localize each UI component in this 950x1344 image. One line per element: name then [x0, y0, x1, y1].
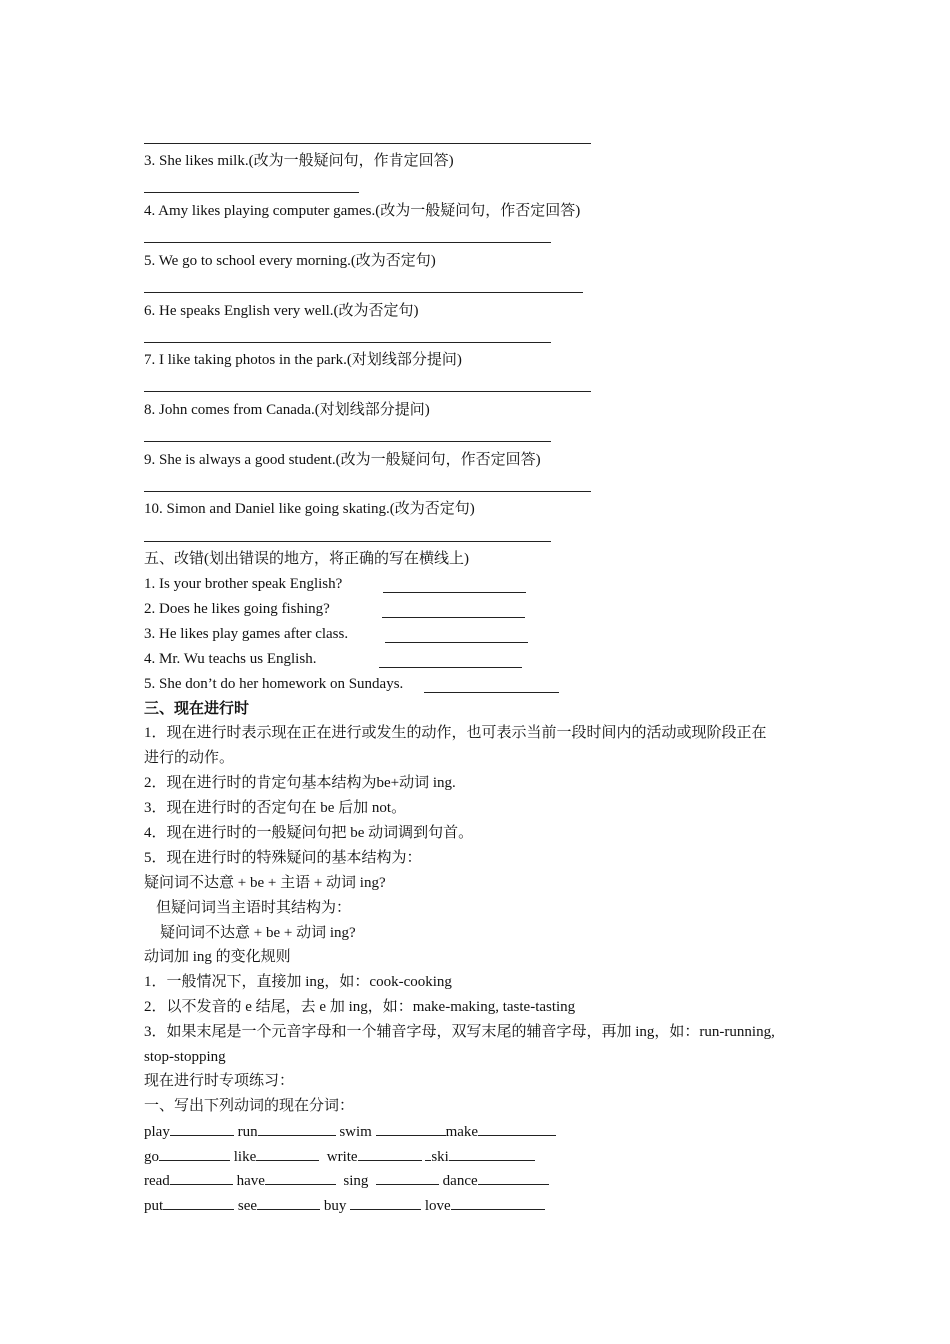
verb-word: swim	[339, 1124, 372, 1140]
verb-blank[interactable]	[159, 1148, 230, 1161]
verb-word: dance	[442, 1173, 478, 1189]
verb-word: love	[424, 1198, 451, 1214]
section-heading: 三、现在进行时	[144, 701, 250, 717]
verb-row	[144, 1197, 545, 1215]
correction-answer-line[interactable]	[382, 617, 525, 618]
verb-blank[interactable]	[257, 1197, 320, 1210]
grammar-formula: 疑问词不达意 + be + 主语 + 动词 ing?	[144, 875, 386, 891]
answer-line[interactable]	[144, 143, 591, 144]
verb-blank[interactable]	[256, 1148, 319, 1161]
answer-line[interactable]	[144, 541, 551, 542]
correction-item: 1. Is your brother speak English?	[144, 576, 343, 592]
verb-word: see	[237, 1198, 258, 1214]
verb-word: buy	[323, 1198, 347, 1214]
grammar-note: 进行的动作。	[144, 750, 235, 766]
rule-item: 2．以不发音的 e 结尾，去 e 加 ing，如：make-making, taste-tasting	[144, 999, 576, 1015]
answer-line[interactable]	[144, 192, 359, 193]
answer-line[interactable]	[144, 292, 583, 293]
exercise-sentence: 10. Simon and Daniel like going skating.(改为否定句)	[144, 501, 475, 517]
verb-blank[interactable]	[170, 1172, 233, 1185]
exercise-sentence: 8. John comes from Canada.(对划线部分提问)	[144, 402, 430, 418]
verb-row	[144, 1123, 556, 1141]
verb-row	[144, 1148, 535, 1166]
verb-word: run	[237, 1124, 258, 1140]
verb-word: ski	[431, 1149, 449, 1165]
grammar-formula: 但疑问词当主语时其结构为：	[156, 900, 352, 916]
rule-item: 3．如果末尾是一个元音字母和一个辅音字母，双写末尾的辅音字母，再加 ing，如：run-running,	[144, 1024, 775, 1040]
verb-word: write	[326, 1149, 358, 1165]
section-title: 五、改错(划出错误的地方，将正确的写在横线上)	[144, 551, 469, 567]
correction-item: 2. Does he likes going fishing?	[144, 601, 330, 617]
correction-item: 3. He likes play games after class.	[144, 626, 349, 642]
verb-blank[interactable]	[451, 1197, 545, 1210]
grammar-formula: 疑问词不达意 + be + 动词 ing?	[160, 925, 356, 941]
verb-blank[interactable]	[478, 1172, 549, 1185]
grammar-note: 2．现在进行时的肯定句基本结构为be+动词 ing.	[144, 775, 456, 791]
verb-blank[interactable]	[265, 1172, 336, 1185]
verb-word: have	[236, 1173, 265, 1189]
answer-line[interactable]	[144, 441, 551, 442]
correction-answer-line[interactable]	[424, 692, 559, 693]
rule-item: 1．一般情况下，直接加 ing，如：cook-cooking	[144, 974, 452, 990]
verb-word: play	[144, 1124, 170, 1140]
answer-line[interactable]	[144, 342, 551, 343]
correction-answer-line[interactable]	[385, 642, 528, 643]
correction-answer-line[interactable]	[379, 667, 522, 668]
grammar-note: 5．现在进行时的特殊疑问的基本结构为：	[144, 850, 422, 866]
verb-blank[interactable]	[358, 1148, 422, 1161]
verb-blank[interactable]	[170, 1123, 234, 1136]
verb-blank[interactable]	[478, 1123, 556, 1136]
grammar-note: 4．现在进行时的一般疑问句把 be 动词调到句首。	[144, 825, 474, 841]
verb-blank[interactable]	[350, 1197, 421, 1210]
answer-line[interactable]	[144, 491, 591, 492]
exercise-sentence: 3. She likes milk.(改为一般疑问句，作肯定回答)	[144, 153, 454, 169]
exercise-sentence: 7. I like taking photos in the park.(对划线部分提问)	[144, 352, 462, 368]
verb-blank[interactable]	[163, 1197, 234, 1210]
correction-answer-line[interactable]	[383, 592, 526, 593]
verb-word: go	[144, 1149, 159, 1165]
exercise-sentence: 5. We go to school every morning.(改为否定句)	[144, 253, 436, 269]
verb-blank[interactable]	[376, 1123, 446, 1136]
exercise-sentence: 9. She is always a good student.(改为一般疑问句，作否定回答)	[144, 452, 541, 468]
rule-item: stop-stopping	[144, 1049, 226, 1065]
grammar-note: 1．现在进行时表示现在正在进行或发生的动作，也可表示当前一段时间内的活动或现阶段正在	[144, 725, 767, 741]
verb-word: sing	[343, 1173, 369, 1189]
practice-title: 现在进行时专项练习：	[144, 1073, 295, 1089]
correction-item: 5. She don’t do her homework on Sundays.	[144, 676, 404, 692]
grammar-note: 3．现在进行时的否定句在 be 后加 not。	[144, 800, 407, 816]
verb-blank[interactable]	[258, 1123, 336, 1136]
correction-item: 4. Mr. Wu teachs us English.	[144, 651, 317, 667]
answer-line[interactable]	[144, 242, 551, 243]
answer-line[interactable]	[144, 391, 591, 392]
verb-word: put	[144, 1198, 164, 1214]
exercise-sentence: 6. He speaks English very well.(改为否定句)	[144, 303, 419, 319]
verb-blank[interactable]	[376, 1172, 439, 1185]
verb-word: read	[144, 1173, 170, 1189]
verb-row	[144, 1172, 549, 1190]
verb-blank[interactable]	[449, 1148, 535, 1161]
exercise-sentence: 4. Amy likes playing computer games.(改为一般疑问句，作否定回答)	[144, 203, 581, 219]
exercise-title: 一、写出下列动词的现在分词：	[144, 1098, 355, 1114]
verb-word: like	[233, 1149, 257, 1165]
rules-title: 动词加 ing 的变化规则	[144, 949, 291, 965]
verb-word: make	[445, 1124, 479, 1140]
